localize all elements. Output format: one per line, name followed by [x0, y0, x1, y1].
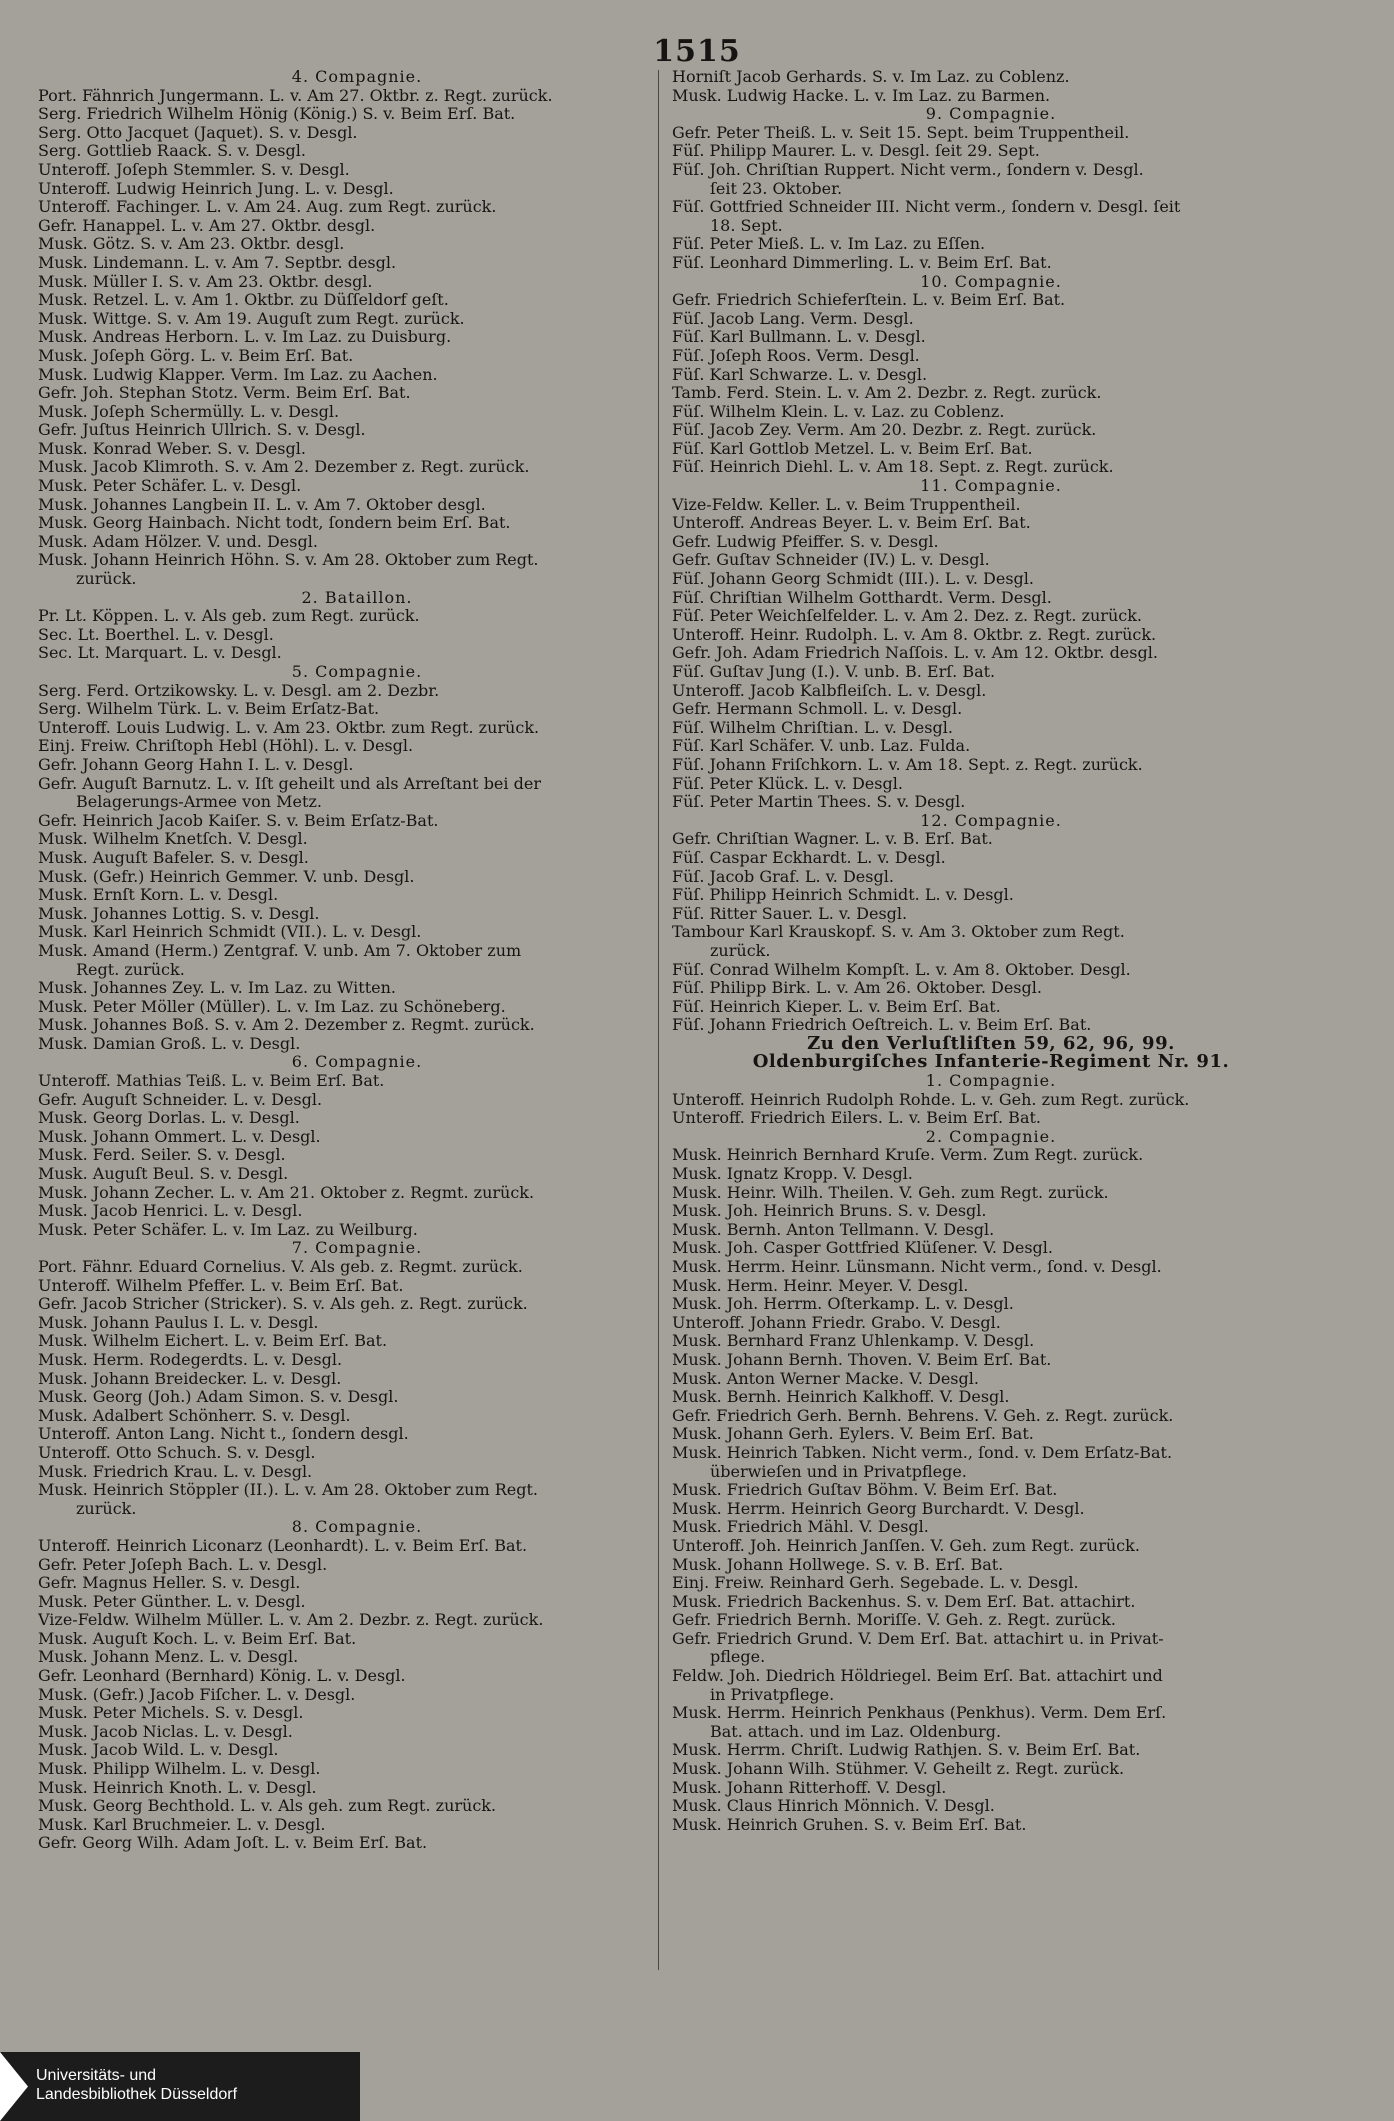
list-item: Port. Fähnrich Jungermann. L. v. Am 27. Oktbr. z. Regt. zurück.	[38, 86, 553, 105]
list-item-continuation: pflege.	[710, 1648, 766, 1667]
section-heading: 6. Compagnie.	[291, 1053, 423, 1072]
list-item: Port. Fähnr. Eduard Cornelius. V. Als geb. z. Regmt. zurück.	[38, 1258, 523, 1276]
list-item: Füſ. Johann Friedrich Oeſtreich. L. v. Beim Erſ. Bat.	[672, 1016, 1092, 1035]
list-item: Musk. Konrad Weber. S. v. Desgl.	[38, 439, 306, 458]
list-item: Musk. Jacob Klimroth. S. v. Am 2. Dezember z. Regt. zurück.	[38, 458, 530, 477]
section-heading: 10. Compagnie.	[920, 272, 1062, 291]
library-name-line-1: Universitäts- und	[36, 2067, 157, 2084]
list-item: Füſ. Jacob Lang. Verm. Desgl.	[672, 309, 914, 328]
list-item: Füſ. Peter Martin Thees. S. v. Desgl.	[672, 793, 966, 812]
list-item: Einj. Freiw. Chriſtoph Hebl (Höhl). L. v. Desgl.	[38, 737, 414, 756]
list-item: Musk. Herm. Rodegerdts. L. v. Desgl.	[38, 1350, 343, 1369]
list-item: Musk. Jacob Henrici. L. v. Desgl.	[38, 1202, 303, 1221]
list-item: Gefr. Friedrich Gerh. Bernh. Behrens. V. Geh. z. Regt. zurück.	[672, 1406, 1174, 1425]
list-item: Musk. Adalbert Schönherr. S. v. Desgl.	[38, 1406, 351, 1425]
list-item: Gefr. Ludwig Pfeiffer. S. v. Desgl.	[672, 532, 939, 551]
list-item: Musk. Johann Hollwege. S. v. B. Erſ. Bat.	[672, 1555, 1004, 1574]
list-item: Musk. Georg Dorlas. L. v. Desgl.	[38, 1109, 300, 1128]
list-item: Füſ. Guſtav Jung (I.). V. unb. B. Erſ. Bat.	[672, 663, 996, 681]
list-item: Musk. Damian Groß. L. v. Desgl.	[38, 1034, 301, 1053]
list-item: Musk. Anton Werner Macke. V. Desgl.	[672, 1369, 979, 1388]
list-item: Musk. Jacob Wild. L. v. Desgl.	[38, 1741, 279, 1760]
list-item: Füſ. Johann Georg Schmidt (III.). L. v. Desgl.	[672, 570, 1034, 589]
list-item: Musk. Johann Zecher. L. v. Am 21. Oktober z. Regmt. zurück.	[38, 1183, 535, 1202]
list-item: Musk. Peter Günther. L. v. Desgl.	[38, 1592, 306, 1611]
list-item: Musk. Ludwig Hacke. L. v. Im Laz. zu Barmen.	[672, 86, 1051, 105]
list-item: Füſ. Joh. Chriſtian Ruppert. Nicht verm., ſondern v. Desgl.	[672, 160, 1144, 179]
section-heading: 5. Compagnie.	[291, 663, 423, 681]
list-item: Musk. Johannes Zey. L. v. Im Laz. zu Witten.	[38, 979, 396, 998]
list-item: Musk. Johann Wilh. Stühmer. V. Geheilt z. Regt. zurück.	[672, 1760, 1125, 1779]
list-item: Unteroff. Louis Ludwig. L. v. Am 23. Oktbr. zum Regt. zurück.	[38, 718, 540, 737]
list-item: Musk. Müller I. S. v. Am 23. Oktbr. desgl.	[38, 272, 373, 291]
list-item: Füſ. Chriſtian Wilhelm Gotthardt. Verm. Desgl.	[672, 588, 1052, 607]
library-footer	[0, 2052, 360, 2121]
list-item: Gefr. Hanappel. L. v. Am 27. Oktbr. desgl.	[38, 216, 376, 235]
list-item: Musk. Peter Schäfer. L. v. Desgl.	[38, 477, 302, 496]
list-item: Musk. Herm. Heinr. Meyer. V. Desgl.	[672, 1276, 969, 1295]
list-item: Füſ. Caspar Eckhardt. L. v. Desgl.	[672, 848, 946, 867]
list-item: Gefr. Leonhard (Bernhard) König. L. v. Desgl.	[38, 1667, 406, 1686]
right-column	[672, 68, 1310, 1834]
list-item: Unteroff. Otto Schuch. S. v. Desgl.	[38, 1443, 316, 1462]
list-item: Musk. Bernh. Heinrich Kalkhoff. V. Desgl.	[672, 1388, 1010, 1407]
list-item: Musk. Peter Möller (Müller). L. v. Im Laz. zu Schöneberg.	[38, 997, 506, 1016]
list-item: Musk. Joh. Herrm. Oſterkamp. L. v. Desgl.	[672, 1295, 1014, 1314]
list-item: Füſ. Jacob Graf. L. v. Desgl.	[672, 867, 894, 886]
list-item: Füſ. Philipp Heinrich Schmidt. L. v. Desgl.	[672, 886, 1014, 905]
list-item: Musk. Claus Hinrich Mönnich. V. Desgl.	[672, 1797, 995, 1816]
list-item: Unteroff. Wilhelm Pfeffer. L. v. Beim Erſ. Bat.	[38, 1276, 404, 1295]
list-item: Füſ. Peter Weichſelfelder. L. v. Am 2. Dez. z. Regt. zurück.	[672, 607, 1142, 626]
list-item: Serg. Otto Jacquet (Jaquet). S. v. Desgl.	[38, 123, 358, 142]
list-item-continuation: Belagerungs-Armee von Metz.	[76, 793, 322, 812]
list-item: Musk. Heinrich Bernhard Kruſe. Verm. Zum Regt. zurück.	[672, 1146, 1144, 1165]
list-item: Füſ. Philipp Maurer. L. v. Desgl. ſeit 29. Sept.	[672, 142, 1040, 161]
list-item: Musk. Friedrich Backenhus. S. v. Dem Erſ. Bat. attachirt.	[672, 1592, 1136, 1611]
list-item: Gefr. Georg Wilh. Adam Joſt. L. v. Beim Erſ. Bat.	[38, 1834, 428, 1853]
list-item-continuation: 18. Sept.	[710, 216, 783, 235]
list-item-continuation: Regt. zurück.	[76, 960, 185, 979]
list-item: Sec. Lt. Boerthel. L. v. Desgl.	[38, 625, 274, 644]
list-item: Musk. Auguſt Bafeler. S. v. Desgl.	[38, 848, 309, 867]
list-item: Unteroff. Heinrich Liconarz (Leonhardt). L. v. Beim Erſ. Bat.	[38, 1536, 528, 1555]
list-item: Gefr. Peter Joſeph Bach. L. v. Desgl.	[38, 1555, 328, 1574]
list-item: Füſ. Gottfried Schneider III. Nicht verm., ſondern v. Desgl. ſeit	[672, 198, 1181, 217]
list-item: Gefr. Auguſt Barnutz. L. v. Iſt geheilt und als Arreſtant bei der	[38, 774, 541, 793]
list-item: Tambour Karl Krauskopf. S. v. Am 3. Oktober zum Regt.	[672, 923, 1125, 942]
list-item: Gefr. Magnus Heller. S. v. Desgl.	[38, 1574, 301, 1593]
list-item: Musk. Andreas Herborn. L. v. Im Laz. zu Duisburg.	[38, 328, 452, 347]
list-item: Füſ. Wilhelm Klein. L. v. Laz. zu Coblenz.	[672, 402, 1005, 421]
list-item: Musk. Amand (Herm.) Zentgraf. V. unb. Am 7. Oktober zum	[38, 941, 522, 960]
list-item: Musk. Bernh. Anton Tellmann. V. Desgl.	[672, 1220, 995, 1239]
list-item: Gefr. Friedrich Grund. V. Dem Erſ. Bat. attachirt u. in Privat-	[672, 1629, 1164, 1648]
list-item: Musk. Philipp Wilhelm. L. v. Desgl.	[38, 1760, 321, 1779]
list-item: Unteroff. Heinr. Rudolph. L. v. Am 8. Oktbr. z. Regt. zurück.	[672, 625, 1157, 644]
list-item-continuation: ſeit 23. Oktober.	[710, 179, 843, 198]
list-item: Musk. Joh. Casper Gottfried Klüſener. V. Desgl.	[672, 1239, 1053, 1258]
regiment-heading: Zu den Verluſtliſten 59, 62, 96, 99.	[807, 1034, 1175, 1054]
list-item-continuation: zurück.	[76, 1499, 137, 1518]
list-item: Unteroff. Johann Friedr. Grabo. V. Desgl.	[672, 1313, 1001, 1332]
list-item: Gefr. Guſtav Schneider (IV.) L. v. Desgl.	[672, 551, 990, 570]
list-item: Gefr. Jacob Stricher (Stricker). S. v. Als geh. z. Regt. zurück.	[38, 1295, 528, 1314]
section-heading: 7. Compagnie.	[291, 1239, 423, 1258]
list-item: Unteroff. Heinrich Rudolph Rohde. L. v. Geh. zum Regt. zurück.	[672, 1090, 1190, 1109]
section-heading: 4. Compagnie.	[291, 68, 423, 86]
list-item: Musk. Johann Paulus I. L. v. Desgl.	[38, 1313, 319, 1332]
list-item: Musk. Johann Gerh. Eylers. V. Beim Erſ. Bat.	[672, 1425, 1034, 1444]
list-item: Musk. Johann Menz. L. v. Desgl.	[38, 1648, 299, 1667]
list-item: Gefr. Auguſt Schneider. L. v. Desgl.	[38, 1090, 323, 1109]
list-item-continuation: zurück.	[710, 941, 771, 960]
list-item: Musk. Johann Heinrich Höhn. S. v. Am 28. Oktober zum Regt.	[38, 551, 539, 570]
list-item: Musk. Heinrich Knoth. L. v. Desgl.	[38, 1778, 317, 1797]
list-item: Unteroff. Anton Lang. Nicht t., ſondern desgl.	[38, 1425, 409, 1444]
list-item: Unteroff. Joſeph Stemmler. S. v. Desgl.	[38, 160, 350, 179]
list-item: Füſ. Karl Bullmann. L. v. Desgl.	[672, 328, 926, 347]
list-item: Musk. Herrm. Heinrich Penkhaus (Penkhus). Verm. Dem Erſ.	[672, 1704, 1167, 1723]
list-item: Tamb. Ferd. Stein. L. v. Am 2. Dezbr. z. Regt. zurück.	[672, 384, 1102, 403]
left-column	[38, 68, 676, 1853]
list-item: Unteroff. Jacob Kalbfleiſch. L. v. Desgl.	[672, 681, 987, 700]
list-item: Füſ. Wilhelm Chriſtian. L. v. Desgl.	[672, 718, 953, 737]
list-item: Musk. Herrm. Heinr. Lünsmann. Nicht verm., ſond. v. Desgl.	[672, 1258, 1162, 1276]
list-item: Vize-Feldw. Wilhelm Müller. L. v. Am 2. Dezbr. z. Regt. zurück.	[38, 1611, 544, 1630]
list-item: Musk. Johannes Boß. S. v. Am 2. Dezember z. Regmt. zurück.	[38, 1016, 535, 1035]
list-item: Einj. Freiw. Reinhard Gerh. Segebade. L. v. Desgl.	[672, 1574, 1079, 1593]
list-item: Musk. Ernſt Korn. L. v. Desgl.	[38, 886, 279, 905]
list-item: Musk. Jacob Niclas. L. v. Desgl.	[38, 1722, 293, 1741]
list-item: Musk. Adam Hölzer. V. und. Desgl.	[38, 532, 318, 551]
list-item: Füſ. Conrad Wilhelm Kompſt. L. v. Am 8. Oktober. Desgl.	[672, 960, 1131, 979]
list-item: Musk. Johannes Lottig. S. v. Desgl.	[38, 904, 320, 923]
list-item: Gefr. Friedrich Bernh. Moriſſe. V. Geh. z. Regt. zurück.	[672, 1611, 1116, 1630]
list-item: Füſ. Jacob Zey. Verm. Am 20. Dezbr. z. Regt. zurück.	[672, 421, 1097, 440]
list-item: Horniſt Jacob Gerhards. S. v. Im Laz. zu Coblenz.	[672, 68, 1070, 86]
list-item: Musk. Johannes Langbein II. L. v. Am 7. Oktober desgl.	[38, 495, 486, 514]
list-item: Serg. Ferd. Ortzikowsky. L. v. Desgl. am 2. Dezbr.	[38, 681, 440, 700]
list-item: Gefr. Friedrich Schieferſtein. L. v. Beim Erſ. Bat.	[672, 291, 1066, 310]
list-item: Gefr. Chriſtian Wagner. L. v. B. Erſ. Bat.	[672, 830, 993, 849]
list-item: Musk. (Gefr.) Jacob Fiſcher. L. v. Desgl.	[38, 1685, 356, 1704]
list-item: Musk. Bernhard Franz Uhlenkamp. V. Desgl.	[672, 1332, 1035, 1351]
regiment-heading: Oldenburgiſches Infanterie-Regiment Nr. 91.	[752, 1053, 1230, 1073]
list-item: Musk. Georg Bechthold. L. v. Als geh. zum Regt. zurück.	[38, 1797, 497, 1816]
section-heading: 2. Bataillon.	[301, 588, 413, 607]
column-divider	[658, 70, 659, 1970]
list-item: Unteroff. Joh. Heinrich Janſſen. V. Geh. zum Regt. zurück.	[672, 1536, 1140, 1555]
list-item: Musk. Johann Ommert. L. v. Desgl.	[38, 1127, 321, 1146]
list-item: Musk. Ferd. Seiler. S. v. Desgl.	[38, 1146, 286, 1165]
list-item: Pr. Lt. Köppen. L. v. Als geb. zum Regt. zurück.	[38, 607, 420, 626]
list-item: Musk. Georg (Joh.) Adam Simon. S. v. Desgl.	[38, 1388, 399, 1407]
list-item: Musk. (Gefr.) Heinrich Gemmer. V. unb. Desgl.	[38, 867, 415, 886]
list-item: Musk. Ludwig Klapper. Verm. Im Laz. zu Aachen.	[38, 365, 438, 384]
list-item-continuation: zurück.	[76, 570, 137, 589]
list-item: Serg. Friedrich Wilhelm Hönig (König.) S. v. Beim Erſ. Bat.	[38, 105, 516, 124]
list-item: Musk. Georg Hainbach. Nicht todt, ſondern beim Erſ. Bat.	[38, 514, 511, 533]
list-item: Füſ. Heinrich Kieper. L. v. Beim Erſ. Bat.	[672, 997, 1001, 1016]
list-item-continuation: in Privatpflege.	[710, 1685, 835, 1704]
list-item: Musk. Joh. Heinrich Bruns. S. v. Desgl.	[672, 1202, 987, 1221]
list-item: Musk. Wilhelm Knetſch. V. Desgl.	[38, 830, 308, 849]
list-item: Unteroff. Ludwig Heinrich Jung. L. v. Desgl.	[38, 179, 394, 198]
section-heading: 9. Compagnie.	[925, 105, 1057, 124]
section-heading: 2. Compagnie.	[925, 1127, 1057, 1146]
list-item: Musk. Karl Bruchmeier. L. v. Desgl.	[38, 1815, 326, 1834]
list-item: Unteroff. Friedrich Eilers. L. v. Beim Erſ. Bat.	[672, 1109, 1041, 1128]
library-logo-icon	[0, 2052, 28, 2121]
list-item: Musk. Friedrich Guſtav Böhm. V. Beim Erſ. Bat.	[672, 1481, 1058, 1500]
list-item-continuation: Bat. attach. und im Laz. Oldenburg.	[710, 1722, 1002, 1741]
list-item: Musk. Auguſt Koch. L. v. Beim Erſ. Bat.	[38, 1629, 357, 1648]
section-heading: 11. Compagnie.	[920, 477, 1062, 496]
list-item: Feldw. Joh. Diedrich Höldriegel. Beim Erſ. Bat. attachirt und	[672, 1667, 1163, 1686]
list-item: Gefr. Johann Georg Hahn I. L. v. Desgl.	[38, 755, 354, 774]
list-item: Füſ. Karl Schwarze. L. v. Desgl.	[672, 365, 928, 384]
list-item: Musk. Heinrich Gruhen. S. v. Beim Erſ. Bat.	[672, 1815, 1027, 1834]
list-item: Musk. Joſeph Görg. L. v. Beim Erſ. Bat.	[38, 346, 354, 365]
list-item: Musk. Johann Ritterhoff. V. Desgl.	[672, 1778, 947, 1797]
list-item: Füſ. Johann Friſchkorn. L. v. Am 18. Sept. z. Regt. zurück.	[672, 755, 1143, 774]
list-item: Musk. Retzel. L. v. Am 1. Oktbr. zu Düſſeldorf geſt.	[38, 291, 449, 310]
list-item: Musk. Herrm. Chriſt. Ludwig Rathjen. S. v. Beim Erſ. Bat.	[672, 1741, 1141, 1760]
list-item: Füſ. Karl Gottlob Metzel. L. v. Beim Erſ. Bat.	[672, 439, 1033, 458]
library-name-line-2: Landesbibliothek Düsseldorf	[36, 2086, 238, 2103]
list-item: Füſ. Heinrich Diehl. L. v. Am 18. Sept. z. Regt. zurück.	[672, 458, 1114, 477]
section-heading: 1. Compagnie.	[925, 1072, 1057, 1091]
list-item: Musk. Friedrich Krau. L. v. Desgl.	[38, 1462, 313, 1481]
list-item: Sec. Lt. Marquart. L. v. Desgl.	[38, 644, 282, 663]
list-item: Musk. Friedrich Mähl. V. Desgl.	[672, 1518, 929, 1537]
list-item: Musk. Wilhelm Eichert. L. v. Beim Erſ. Bat.	[38, 1332, 388, 1351]
list-item: Unteroff. Andreas Beyer. L. v. Beim Erſ. Bat.	[672, 514, 1031, 533]
list-item: Musk. Ignatz Kropp. V. Desgl.	[672, 1165, 913, 1184]
list-item: Musk. Heinr. Wilh. Theilen. V. Geh. zum Regt. zurück.	[672, 1183, 1109, 1202]
section-heading: 8. Compagnie.	[291, 1518, 423, 1537]
list-item: Musk. Johann Bernh. Thoven. V. Beim Erſ. Bat.	[672, 1350, 1052, 1369]
list-item: Gefr. Juſtus Heinrich Ullrich. S. v. Desgl.	[38, 421, 366, 440]
list-item: Musk. Joſeph Schermülly. L. v. Desgl.	[38, 402, 340, 421]
list-item: Serg. Gottlieb Raack. S. v. Desgl.	[38, 142, 306, 161]
list-item: Musk. Götz. S. v. Am 23. Oktbr. desgl.	[38, 235, 345, 254]
library-name	[36, 2066, 237, 2104]
list-item: Musk. Herrm. Heinrich Georg Burchardt. V. Desgl.	[672, 1499, 1085, 1518]
list-item: Musk. Wittge. S. v. Am 19. Auguſt zum Regt. zurück.	[38, 309, 465, 328]
list-item: Musk. Karl Heinrich Schmidt (VII.). L. v. Desgl.	[38, 923, 422, 942]
list-item: Füſ. Peter Mieß. L. v. Im Laz. zu Eſſen.	[672, 235, 986, 254]
list-item: Gefr. Heinrich Jacob Kaiſer. S. v. Beim Erſatz-Bat.	[38, 811, 439, 830]
list-item: Füſ. Leonhard Dimmerling. L. v. Beim Erſ. Bat.	[672, 253, 1052, 272]
list-item: Gefr. Hermann Schmoll. L. v. Desgl.	[672, 700, 963, 719]
list-item: Unteroff. Fachinger. L. v. Am 24. Aug. zum Regt. zurück.	[38, 198, 497, 217]
list-item: Füſ. Karl Schäfer. V. unb. Laz. Fulda.	[672, 737, 971, 756]
list-item: Serg. Wilhelm Türk. L. v. Beim Erſatz-Bat.	[38, 700, 380, 719]
list-item: Gefr. Joh. Adam Friedrich Naſſois. L. v. Am 12. Oktbr. desgl.	[672, 644, 1158, 663]
list-item: Musk. Peter Michels. S. v. Desgl.	[38, 1704, 304, 1723]
list-item: Füſ. Joſeph Roos. Verm. Desgl.	[672, 346, 920, 365]
section-heading: 12. Compagnie.	[920, 811, 1062, 830]
list-item: Füſ. Philipp Birk. L. v. Am 26. Oktober. Desgl.	[672, 979, 1042, 998]
list-item: Musk. Auguſt Beul. S. v. Desgl.	[38, 1165, 289, 1184]
list-item: Gefr. Joh. Stephan Stotz. Verm. Beim Erſ. Bat.	[38, 384, 411, 403]
page-number: 1515	[653, 34, 741, 69]
list-item: Füſ. Ritter Sauer. L. v. Desgl.	[672, 904, 908, 923]
list-item: Unteroff. Mathias Teiß. L. v. Beim Erſ. Bat.	[38, 1072, 385, 1091]
list-item: Musk. Peter Schäfer. L. v. Im Laz. zu Weilburg.	[38, 1220, 418, 1239]
list-item: Füſ. Peter Klück. L. v. Desgl.	[672, 774, 903, 793]
list-item: Musk. Lindemann. L. v. Am 7. Septbr. desgl.	[38, 253, 397, 272]
list-item: Musk. Heinrich Tabken. Nicht verm., ſond. v. Dem Erſatz-Bat.	[672, 1443, 1173, 1462]
list-item-continuation: überwieſen und in Privatpflege.	[710, 1462, 967, 1481]
list-item: Gefr. Peter Theiß. L. v. Seit 15. Sept. beim Truppentheil.	[672, 123, 1130, 142]
list-item: Musk. Johann Breidecker. L. v. Desgl.	[38, 1369, 342, 1388]
list-item: Vize-Feldw. Keller. L. v. Beim Truppentheil.	[672, 495, 1021, 514]
list-item: Musk. Heinrich Stöppler (II.). L. v. Am 28. Oktober zum Regt.	[38, 1481, 538, 1500]
